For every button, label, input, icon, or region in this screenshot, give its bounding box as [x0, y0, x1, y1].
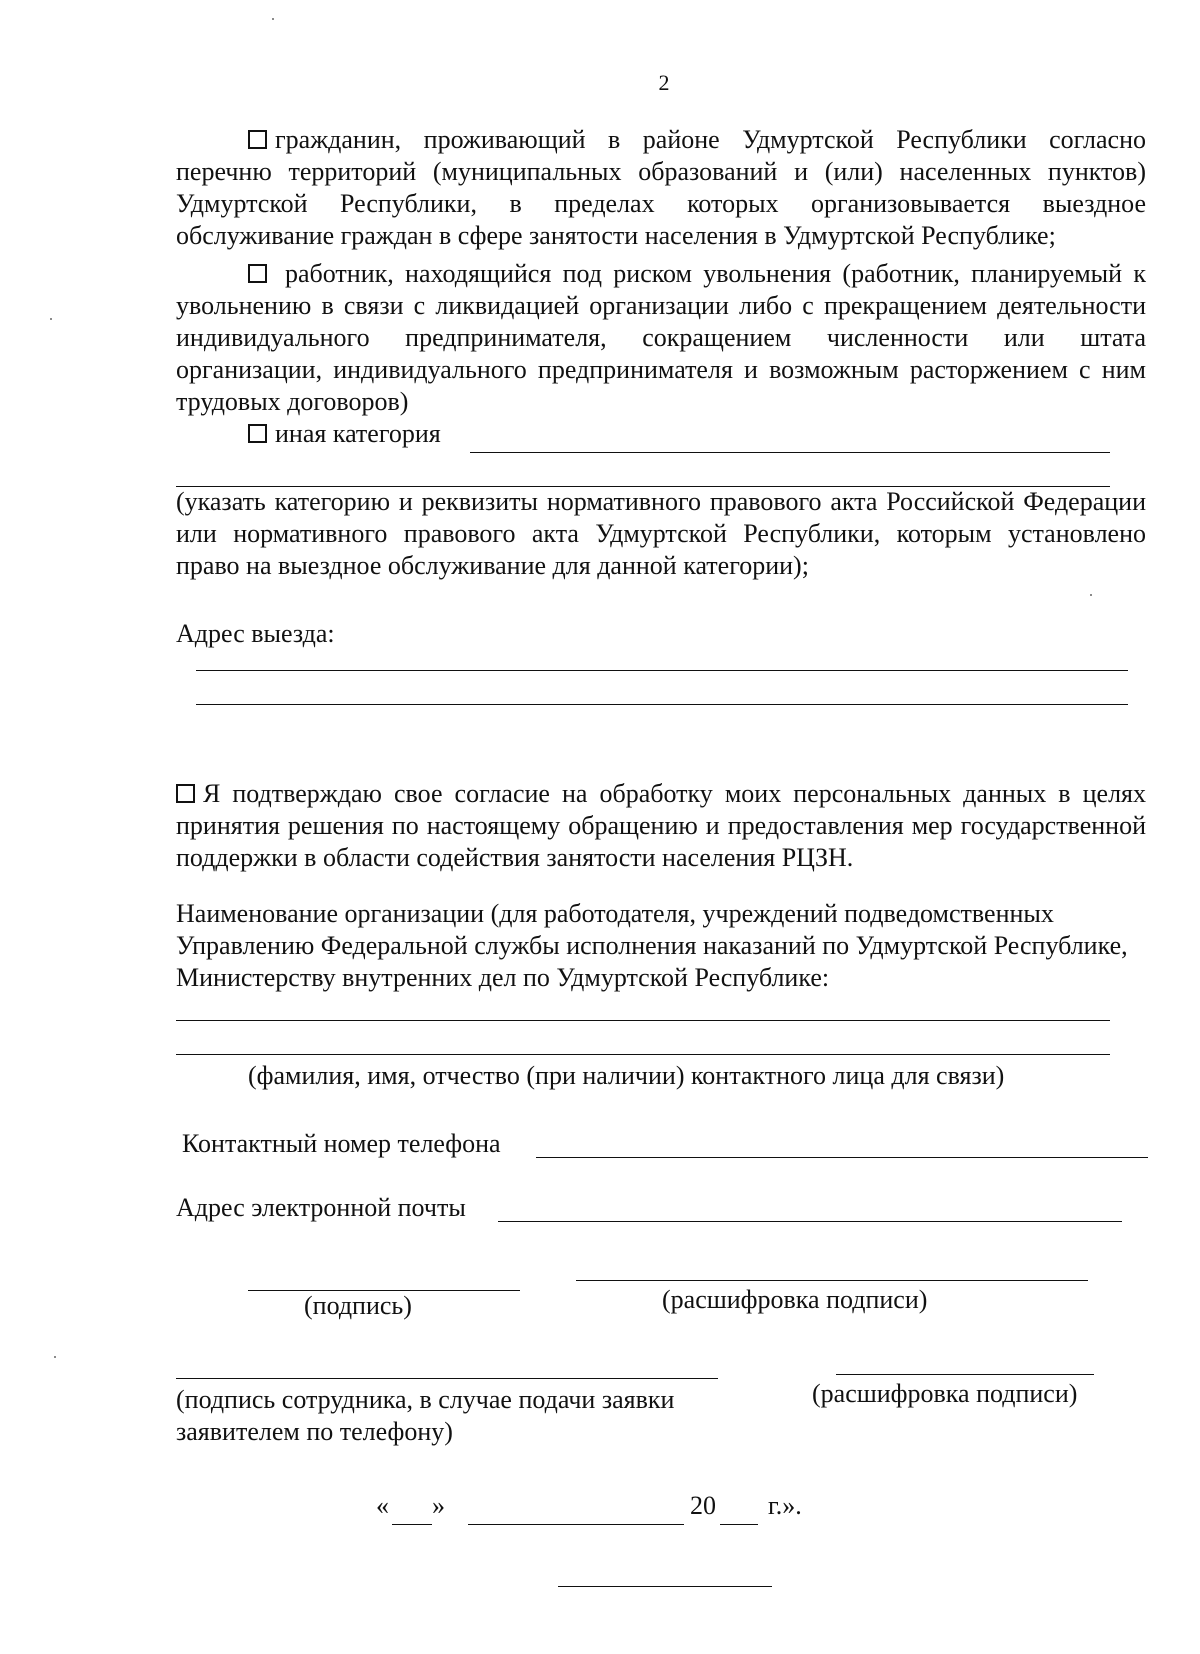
date-month-field[interactable]	[468, 1524, 684, 1525]
employee-signature-hint: (подпись сотрудника, в случае подачи заявки заявителем по телефону)	[176, 1385, 675, 1446]
consent-block	[176, 778, 1146, 874]
organization-field-2[interactable]	[176, 1054, 1110, 1055]
scan-speck	[1090, 594, 1092, 596]
other-category-label: иная категория	[275, 419, 441, 448]
date-close-quote: »	[432, 1491, 445, 1520]
scan-speck	[54, 1356, 56, 1358]
remote-area-text: гражданин, проживающий в районе Удмуртской Республики согласно перечню территорий (муниципальных образований и (или) населенных пунктов) Удмуртской Республики, в пределах которых организовывается выездное обслуживание граждан в сфере занятости населения в Удмуртской Республике;	[176, 125, 1146, 250]
signature-decoding-hint: (расшифровка подписи)	[662, 1285, 928, 1314]
scan-speck	[50, 318, 52, 320]
organization-field-1[interactable]	[176, 1020, 1110, 1021]
page-number: 2	[658, 70, 670, 95]
option-remote-area	[176, 124, 1146, 252]
address-label: Адрес выезда:	[176, 619, 335, 648]
employee-signature-decoding-field[interactable]	[836, 1374, 1094, 1375]
remote-area-checkbox[interactable]	[248, 130, 267, 149]
contact-person-hint: (фамилия, имя, отчество (при наличии) контактного лица для связи)	[248, 1061, 1005, 1090]
employee-signature-decoding-hint: (расшифровка подписи)	[812, 1379, 1078, 1408]
closing-separator	[558, 1586, 772, 1587]
option-employee-risk	[176, 258, 1146, 418]
employee-risk-checkbox[interactable]	[248, 264, 267, 283]
organization-label: Наименование организации (для работодателя, учреждений подведомственных Управлению Федеральной службы исполнения наказаний по Удмуртской Республике, Министерству внутренних дел по Удмуртской Республике:	[176, 899, 1128, 992]
date-year-suffix: г.».	[768, 1491, 802, 1520]
consent-checkbox[interactable]	[176, 784, 195, 803]
date-day-field[interactable]	[392, 1524, 432, 1525]
employee-risk-text: работник, находящийся под риском увольнения (работник, планируемый к увольнению в связи с ликвидацией организации либо с прекращением деятельности индивидуального предпринимателя, сокращением численности или штата организации, индивидуального предпринимателя и возможным расторжением с ним трудовых договоров)	[176, 259, 1146, 416]
date-year-field[interactable]	[720, 1524, 758, 1525]
address-field-2[interactable]	[196, 704, 1128, 705]
email-label: Адрес электронной почты	[176, 1193, 466, 1222]
consent-text: Я подтверждаю свое согласие на обработку моих персональных данных в целях принятия решения по настоящему обращению и предоставления мер государственной поддержки в области содействия занятости населения РЦЗН.	[176, 779, 1146, 872]
signature-hint: (подпись)	[304, 1291, 412, 1320]
other-category-checkbox[interactable]	[248, 424, 267, 443]
phone-label: Контактный номер телефона	[182, 1129, 501, 1158]
email-field[interactable]	[498, 1221, 1122, 1222]
employee-signature-field[interactable]	[176, 1378, 718, 1379]
phone-field[interactable]	[536, 1157, 1148, 1158]
scan-speck	[272, 18, 274, 20]
other-category-field[interactable]	[470, 452, 1110, 453]
other-category-hint: (указать категорию и реквизиты нормативного правового акта Российской Федерации или нормативного правового акта Удмуртской Республики, которым установлено право на выездное обслуживание для данной категории);	[176, 487, 1146, 580]
date-open-quote: «	[376, 1491, 389, 1520]
address-field-1[interactable]	[196, 670, 1128, 671]
option-other-category	[248, 418, 441, 450]
date-year-prefix: 20	[690, 1491, 716, 1520]
signature-decoding-field[interactable]	[576, 1280, 1088, 1281]
